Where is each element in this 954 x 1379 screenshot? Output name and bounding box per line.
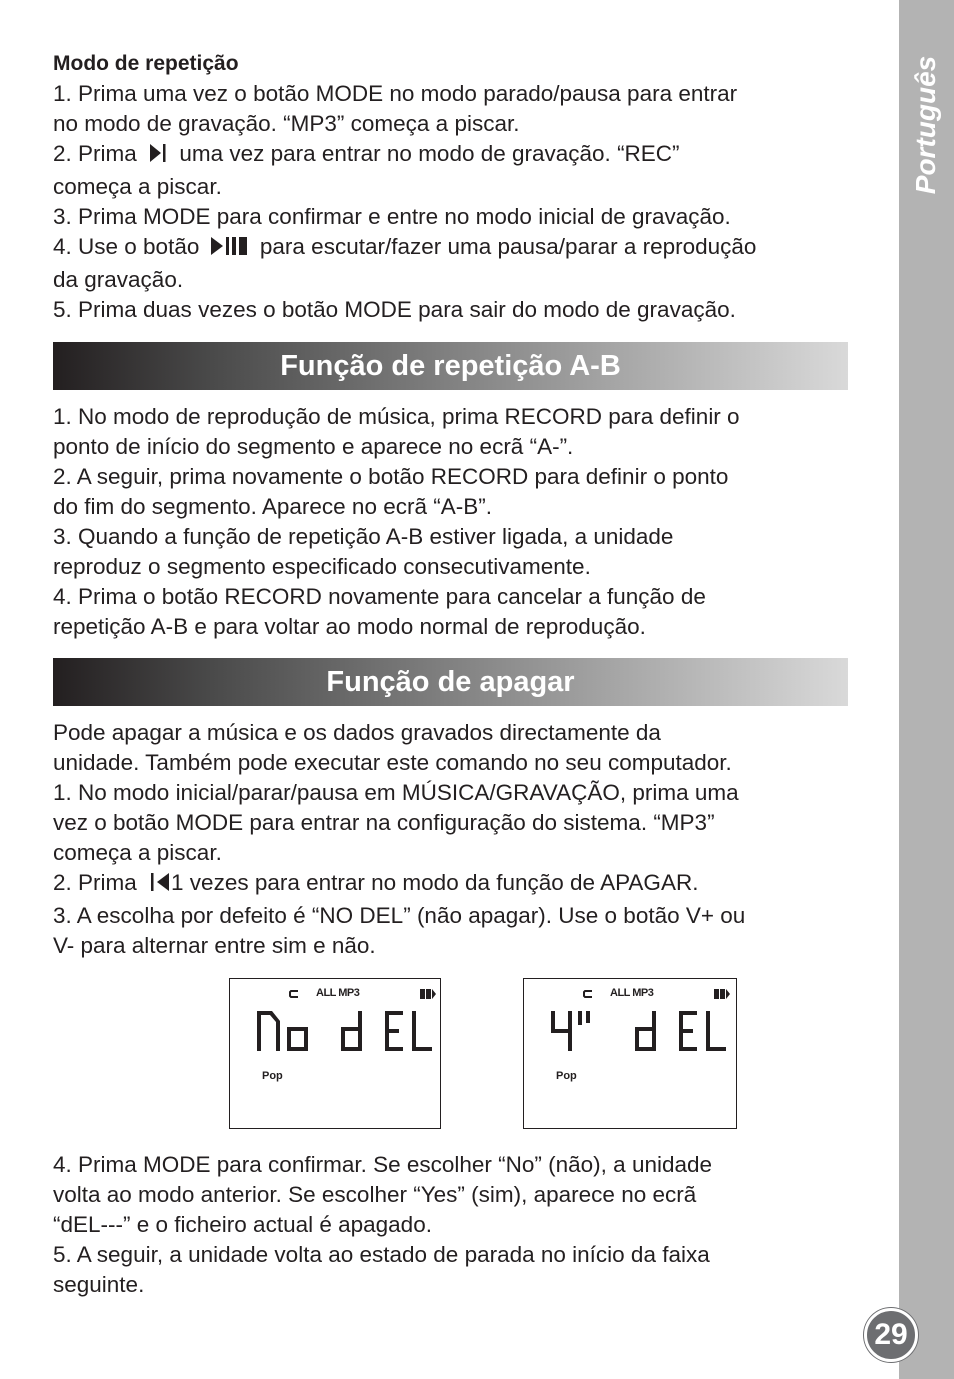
battery-icon [714,989,730,999]
paragraph-line: da gravação. [53,267,184,292]
paragraph-line: começa a piscar. [53,840,222,865]
paragraph-line: V- para alternar entre sim e não. [53,933,376,958]
paragraph-line: 2. A seguir, prima novamente o botão RECORD para definir o ponto [53,464,729,489]
paragraph-line [53,232,848,265]
paragraph-line: vez o botão MODE para entrar na configuração do sistema. “MP3” [53,810,715,835]
lcd-eq-label: Pop [262,1070,283,1082]
repeat-icon [288,989,300,999]
paragraph-line: 3. Prima MODE para confirmar e entre no modo inicial de gravação. [53,204,731,229]
page-number-badge: 29 [864,1308,918,1362]
text-fragment: 2. Prima [53,141,137,166]
paragraph-line: 1. Prima uma vez o botão MODE no modo parado/pausa para entrar [53,81,738,106]
language-side-tab [899,0,954,1379]
language-label: Português [910,55,941,195]
repeat-icon [582,989,594,999]
text-fragment: 2. Prima [53,870,137,895]
paragraph-line: 4. Prima MODE para confirmar. Se escolher “No” (não), a unidade [53,1152,713,1177]
lcd-eq-label: Pop [556,1070,577,1082]
lcd-segment-text [546,1007,731,1057]
section-title-modo-repeticao: Modo de repetição [53,52,239,75]
play-pause-icon [210,235,250,265]
section-banner-apagar: Função de apagar [53,658,848,706]
lcd-display-yes-del [523,978,737,1129]
section-banner-repeticao-ab: Função de repetição A-B [53,342,848,390]
skip-back-icon [149,871,171,901]
paragraph-line: “dEL---” e o ficheiro actual é apagado. [53,1212,432,1237]
paragraph-line: 5. A seguir, a unidade volta ao estado de parada no início da faixa [53,1242,710,1267]
lcd-display-no-del [229,978,441,1129]
paragraph-line: 5. Prima duas vezes o botão MODE para sair do modo de gravação. [53,297,736,322]
battery-icon [420,989,436,999]
play-next-icon [147,142,169,172]
paragraph-line: repetição A-B e para voltar ao modo normal de reprodução. [53,614,646,639]
paragraph-line: seguinte. [53,1272,145,1297]
lcd-segment-text [252,1007,437,1057]
paragraph-line: no modo de gravação. “MP3” começa a piscar. [53,111,520,136]
page-content-bottom [53,1150,848,1300]
paragraph-line [53,139,848,172]
page-content [53,49,848,961]
paragraph-line: 3. Quando a função de repetição A-B estiver ligada, a unidade [53,524,674,549]
paragraph-line: volta ao modo anterior. Se escolher “Yes” (sim), aparece no ecrã [53,1182,697,1207]
paragraph-line: unidade. Também pode executar este comando no seu computador. [53,750,732,775]
paragraph-line: 1. No modo inicial/parar/pausa em MÚSICA/GRAVAÇÃO, prima uma [53,780,739,805]
paragraph-line: 4. Prima o botão RECORD novamente para cancelar a função de [53,584,706,609]
paragraph-line: do fim do segmento. Aparece no ecrã “A-B”. [53,494,492,519]
text-fragment: para escutar/fazer uma pausa/parar a reprodução [259,234,757,259]
paragraph-line: reproduz o segmento especificado consecutivamente. [53,554,591,579]
paragraph-line: Pode apagar a música e os dados gravados directamente da [53,720,661,745]
paragraph-line [53,868,848,901]
paragraph-line: começa a piscar. [53,174,222,199]
text-fragment: 1 vezes para entrar no modo da função de APAGAR. [171,870,699,895]
paragraph-line: ponto de início do segmento e aparece no ecrã “A-”. [53,434,574,459]
paragraph-line: 3. A escolha por defeito é “NO DEL” (não apagar). Use o botão V+ ou [53,903,746,928]
paragraph-line: 1. No modo de reprodução de música, prima RECORD para definir o [53,404,740,429]
text-fragment: 4. Use o botão [53,234,200,259]
lcd-mode-label: ALL MP3 [610,987,654,999]
lcd-mode-label: ALL MP3 [316,987,360,999]
text-fragment: uma vez para entrar no modo de gravação. “REC” [179,141,680,166]
